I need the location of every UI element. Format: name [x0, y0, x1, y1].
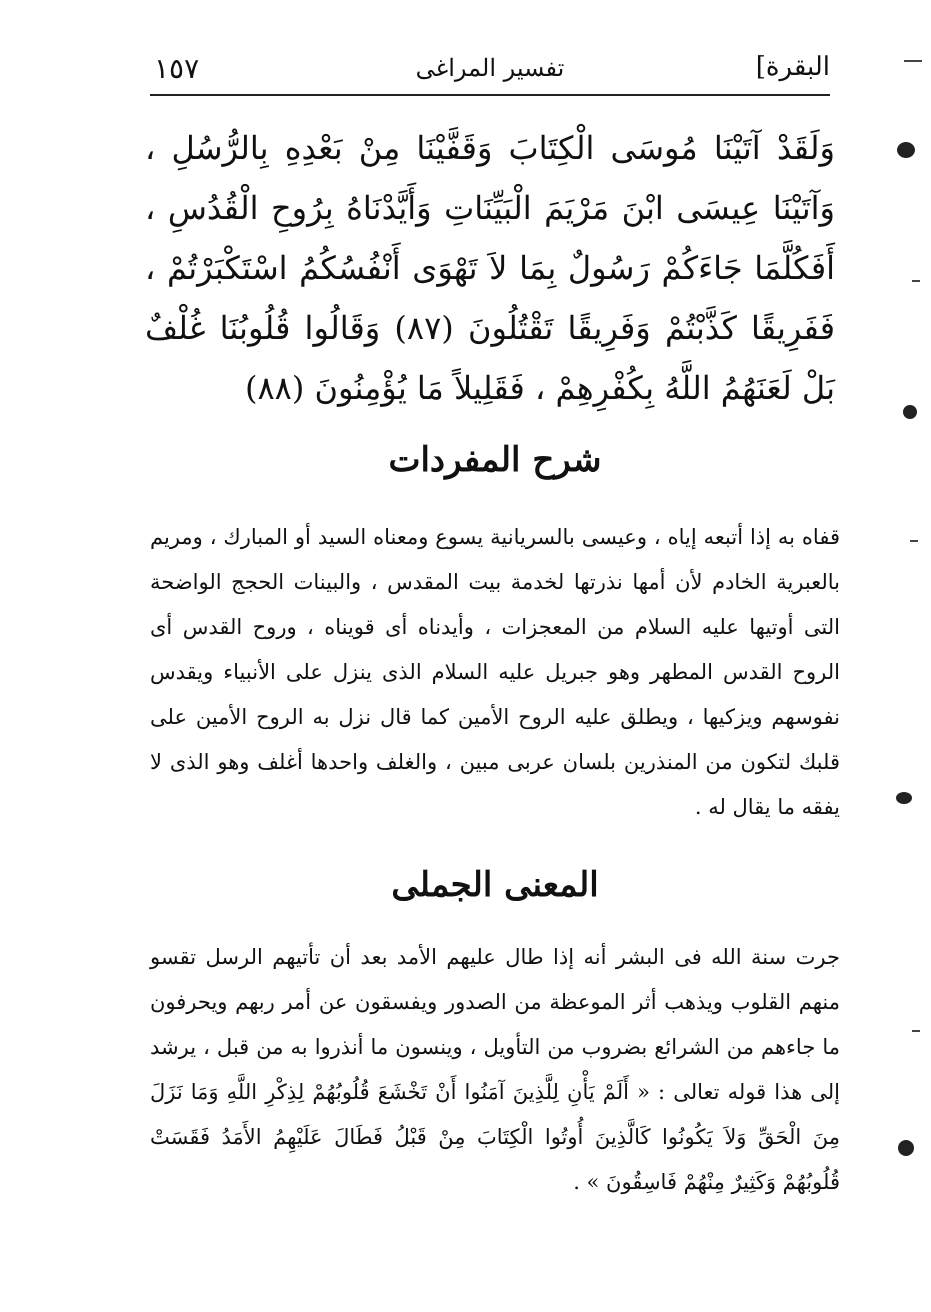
page-number: ١٥٧: [154, 52, 200, 85]
general-meaning-paragraph: جرت سنة الله فى البشر أنه إذا طال عليهم الأمد بعد أن تأتيهم الرسل تقسو منهم القلوب ويذهب أثر الموعظة من الصدور ويفسقون عن أمر ربهم ويحرفون ما جاءهم من الشرائع بضروب من التأويل ، وينسون ما أنذروا به من قبل ، يرشد إلى هذا قوله تعالى : « أَلَمْ يَأْنِ لِلَّذِينَ آمَنُوا أَنْ تَخْشَعَ قُلُوبُهُمْ لِذِكْرِ اللَّهِ وَمَا نَزَلَ مِنَ الْحَقِّ وَلاَ يَكُونُوا كَالَّذِينَ أُوتُوا الْكِتَابَ مِنْ قَبْلُ فَطَالَ عَلَيْهِمُ الأَمَدُ فَقَسَتْ قُلُوبُهُمْ وَكَثِيرٌ مِنْهُمْ فَاسِقُونَ » .: [150, 945, 840, 1194]
surah-name: البقرة]: [755, 52, 830, 82]
vocabulary-paragraph: قفاه به إذا أتبعه إياه ، وعيسى بالسريانية يسوع ومعناه السيد أو المبارك ، ومريم بالعبرية الخادم لأن أمها نذرتها لخدمة بيت المقدس ، والبينات الحجج الواضحة التى أوتيها عليه السلام من المعجزات ، وأيدناه أى قويناه ، وروح القدس أى الروح القدس المطهر وهو جبريل عليه السلام الذى ينزل على الأنبياء ويقدس نفوسهم ويزكيها ، ويطلق عليه الروح الأمين كما قال نزل به الروح الأمين على قلبك لتكون من المنذرين بلسان عربى مبين ، والغلف واحدها أغلف وهو الذى لا يفقه ما يقال له .: [150, 525, 840, 819]
header-rule: [150, 94, 830, 96]
section-heading-general-meaning: المعنى الجملى: [391, 865, 599, 905]
running-header: [150, 52, 830, 92]
book-title: تفسير المراغى: [415, 54, 565, 82]
quran-verse: وَلَقَدْ آتَيْنَا مُوسَى الْكِتَابَ وَقَفَّيْنَا مِنْ بَعْدِهِ بِالرُّسُلِ ، وَآتَيْنَا عِيسَى ابْنَ مَرْيَمَ الْبَيِّنَاتِ وَأَيَّدْنَاهُ بِرُوحِ الْقُدُسِ ، أَفَكُلَّمَا جَاءَكُمْ رَسُولٌ بِمَا لاَ تَهْوَى أَنْفُسُكُمُ اسْتَكْبَرْتُمْ ، فَفَرِيقًا كَذَّبْتُمْ وَفَرِيقًا تَقْتُلُونَ (٨٧) وَقَالُوا قُلُوبُنَا غُلْفٌ بَلْ لَعَنَهُمُ اللَّهُ بِكُفْرِهِمْ ، فَقَلِيلاً مَا يُؤْمِنُونَ (٨٨): [145, 129, 836, 407]
section-heading-vocabulary: شرح المفردات: [388, 440, 602, 480]
